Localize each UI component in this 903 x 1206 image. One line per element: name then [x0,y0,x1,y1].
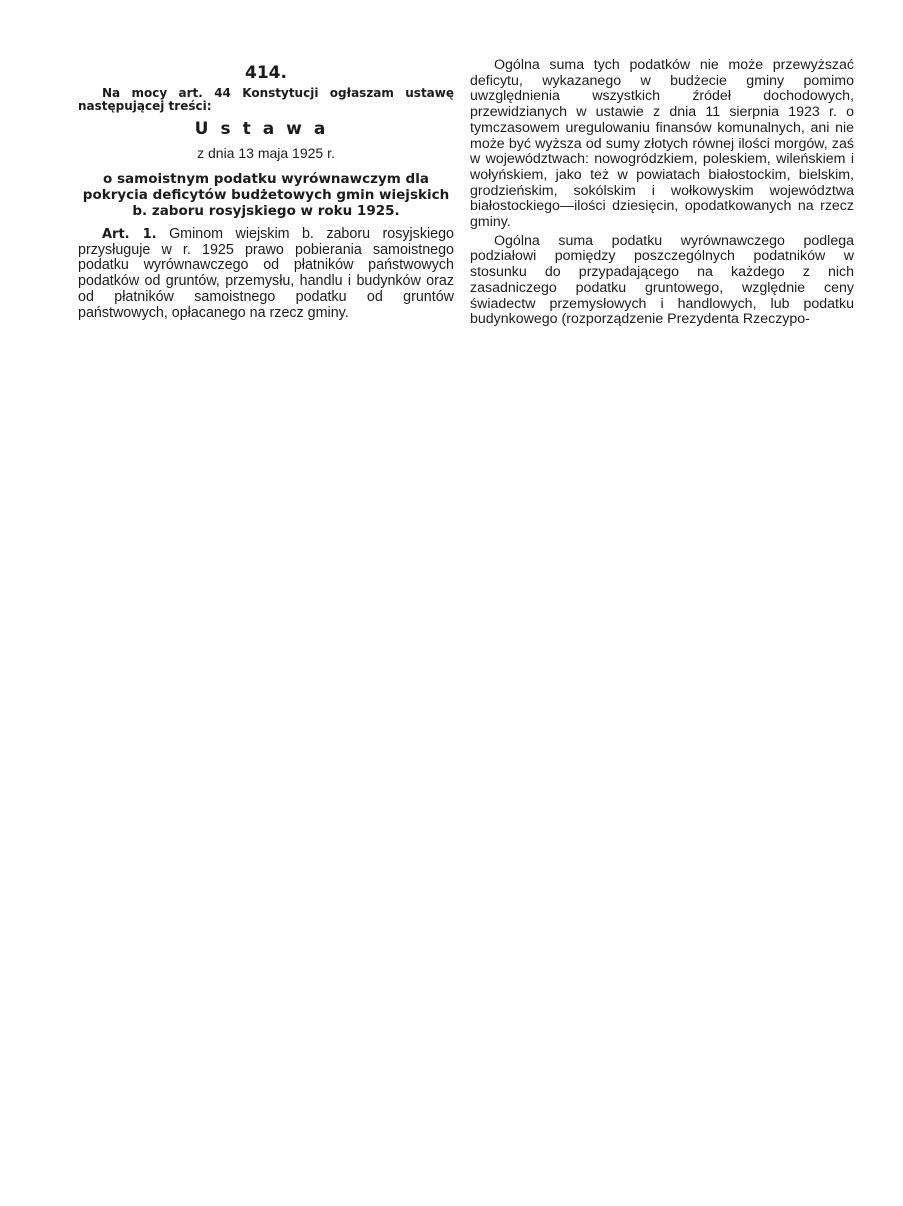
paragraph-2: Ogólna suma podatku wyrównawczego podlega podziałowi pomiędzy poszczególnych podatników w stosunku do przypadającego na każdego z nich zasadniczego podatku gruntowego, względnie ceny świadectw przemysłowych i handlowych, lub podatku budynkowego (rozporządzenie Prezydenta Rzeczypo- [470,232,854,328]
right-column [470,58,854,328]
article-label: Art. 1. [102,227,157,242]
act-title: Ustawa [194,119,338,139]
act-subject: o samoistnym podatku wyrównawczym dla pokrycia deficytów budżetowych gmin wiejskich b. zaboru rosyjskiego w roku 1925. [82,171,450,219]
article-1 [78,227,454,321]
act-date: z dnia 13 maja 1925 r. [197,145,335,161]
promulgation-intro: Na mocy art. 44 Konstytucji ogłaszam ustawę następującej treści: [78,86,454,113]
paragraph-1: Ogólna suma tych podatków nie może przewyższać deficytu, wykazanego w budżecie gminy pomimo uwzględnienia wszystkich źródeł dochodowych, przewidzianych w ustawie z dnia 11 sierpnia 1923 r. o tymczasowem uregulowaniu finansów komunalnych, ani nie może być wyższa od sumy złotych równej ilości morgów, zaś w województwach: nowogródzkiem, poleskiem, wileńskiem i wołyńskiem, jako też w powiatach białostockim, bielskim, grodzieńskim, sokólskim i wołkowyskim województwa białostockiego—ilości dziesięcin, opodatkowanych na rzecz gminy. [470,57,854,231]
left-column [78,58,454,321]
article-text: Gminom wiejskim b. zaboru rosyjskiego przysługuje w r. 1925 prawo pobierania samoistnego podatku wyrównawczego od płatników państwowych podatków od gruntów, przemysłu, handlu i budynków oraz od płatników samoistnego podatku od gruntów państwowych, opłacanego na rzecz gminy. [78,226,454,321]
act-number: 414. [245,63,287,83]
